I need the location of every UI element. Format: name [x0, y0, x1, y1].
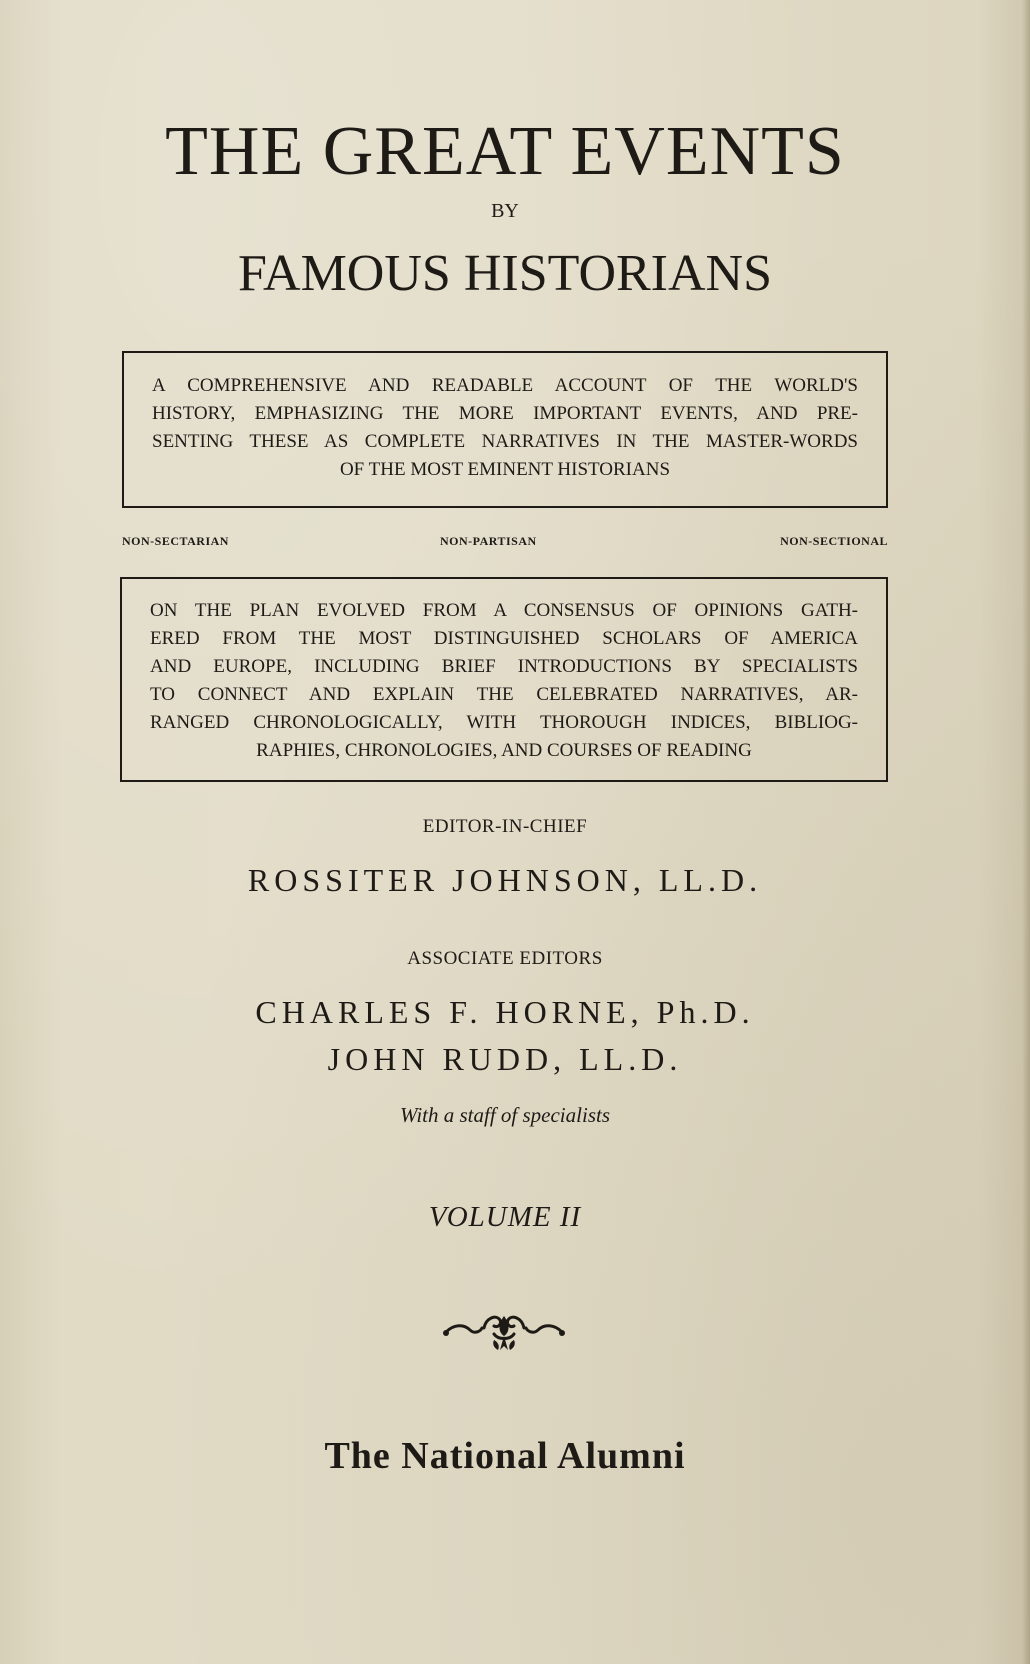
associate-editor-name: JOHN RUDD, LL.D.	[327, 1041, 683, 1077]
associate-editor-name: CHARLES F. HORNE, Ph.D.	[255, 994, 755, 1030]
editor-in-chief-name: ROSSITER JOHNSON, LL.D.	[247, 862, 763, 898]
volume-label: VOLUME II	[428, 1201, 582, 1233]
tag-non-partisan: NON-PARTISAN	[440, 534, 537, 548]
by-label: BY	[491, 200, 519, 222]
book-title: THE GREAT EVENTS	[165, 113, 845, 190]
description-line: A COMPREHENSIVE AND READABLE ACCOUNT OF THE WORLD'S	[152, 375, 858, 396]
plan-line: ON THE PLAN EVOLVED FROM A CONSENSUS OF OPINIONS GATH-	[150, 600, 858, 621]
tag-non-sectarian: NON-SECTARIAN	[122, 534, 229, 548]
fleuron-ornament-icon	[440, 1306, 568, 1354]
tag-non-sectional: NON-SECTIONAL	[780, 534, 888, 548]
tag-row	[122, 534, 888, 550]
plan-line: AND EUROPE, INCLUDING BRIEF INTRODUCTIONS BY SPECIALISTS	[150, 656, 858, 677]
plan-line: ERED FROM THE MOST DISTINGUISHED SCHOLARS OF AMERICA	[150, 628, 858, 649]
plan-line: TO CONNECT AND EXPLAIN THE CELEBRATED NARRATIVES, AR-	[150, 684, 858, 705]
description-line: OF THE MOST EMINENT HISTORIANS	[339, 459, 671, 480]
description-line: SENTING THESE AS COMPLETE NARRATIVES IN THE MASTER-WORDS	[152, 431, 858, 452]
plan-line: RANGED CHRONOLOGICALLY, WITH THOROUGH INDICES, BIBLIOG-	[150, 712, 858, 733]
publisher-name: The National Alumni	[324, 1435, 686, 1477]
staff-note: With a staff of specialists	[399, 1103, 610, 1127]
description-box	[122, 351, 888, 508]
description-line: HISTORY, EMPHASIZING THE MORE IMPORTANT EVENTS, AND PRE-	[152, 403, 858, 424]
book-subtitle: FAMOUS HISTORIANS	[237, 245, 773, 302]
editor-in-chief-label: EDITOR-IN-CHIEF	[422, 816, 588, 837]
associate-editors-label: ASSOCIATE EDITORS	[407, 948, 603, 969]
plan-line: RAPHIES, CHRONOLOGIES, AND COURSES OF READING	[256, 740, 752, 761]
page-edge-shadow	[1022, 0, 1030, 1664]
plan-box	[120, 577, 888, 782]
